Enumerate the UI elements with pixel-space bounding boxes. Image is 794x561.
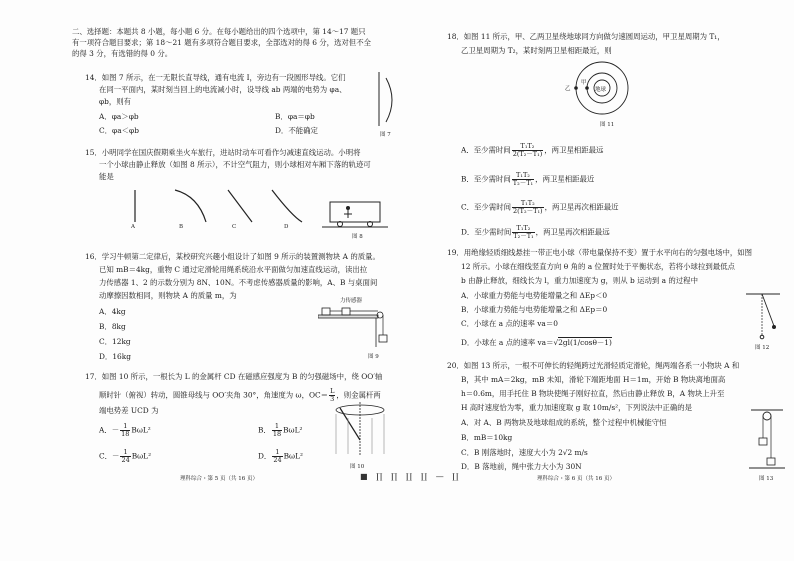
q18-option-a-denominator: 2(T₂－T₁) [512, 150, 543, 158]
q16-option-d: D．16kg [99, 352, 131, 361]
q14-stem-line3: φb，则有 [99, 97, 132, 106]
q17-option-a [99, 423, 151, 438]
figure-13-caption: 图 13 [759, 476, 774, 482]
q15-stem-line3: 能是 [99, 172, 114, 181]
q19-stem-line3: b 由静止释放，细线长为 l，重力加速度为 g，则从 b 运动到 a 的过程中 [461, 276, 698, 285]
q17-option-b-numerator: 1 [272, 423, 282, 431]
q14-stem-line1: 14．如图 7 所示，在一无限长直导线，通有电流 I，旁边有一段圆形导线。它们 [85, 73, 346, 82]
q17-option-d-numerator: 1 [272, 449, 282, 457]
q17-stem-line2-tail: ，则金属杆两 [336, 390, 381, 400]
q18-option-a-suffix: ，两卫星相距最远 [544, 145, 604, 155]
q16-option-a: A．4kg [99, 307, 126, 316]
q20-stem-line3: h＝0.6m，用手托住 B 物块使绳子刚好拉直，然后由静止释放 B，A 物块上升至 [461, 389, 725, 398]
q17-option-a-prefix: A．－ [99, 425, 120, 435]
figure-9-caption: 图 9 [368, 354, 379, 360]
q20-option-b: B．mB＝10kg [461, 433, 513, 442]
figure-10-rotating-rod [330, 400, 390, 460]
q17-option-b-denominator: 18 [272, 430, 282, 438]
figure-13-pulley-blocks [747, 408, 787, 472]
q17-option-c-denominator: 24 [121, 456, 130, 464]
q18-stem-line1: 18．如图 11 所示，甲、乙两卫星绕地球同方向做匀速圆周运动，甲卫星周期为 T₁， [447, 32, 725, 41]
q16-stem-line1: 16．学习牛顿第二定律后，某校研究兴趣小组设计了如图 9 所示的装置测物块 A 的质量。 [85, 252, 380, 261]
q15-label-b: B [179, 224, 184, 230]
q17-option-d-prefix: D． [258, 451, 272, 461]
q17-option-b [258, 423, 302, 438]
q17-option-b-expr: BωL² [283, 425, 303, 435]
q17-option-a-denominator: 18 [121, 430, 130, 438]
q15-stem-line1: 15．小明同学在国庆假期乘坐火车旅行，进站时动车可看作匀减速直线运动。小明将 [85, 148, 361, 157]
figure-9-sensor-label: 力传感器 [340, 298, 363, 304]
q17-option-d-fraction [272, 449, 282, 464]
q17-option-d-expr: BωL² [283, 451, 303, 461]
q18-stem-line2: 乙卫星周期为 T₂，某时刻两卫星相距最近，则 [461, 46, 612, 55]
figure-8-caption: 图 8 [352, 234, 363, 240]
q19-stem-line2: 12 所示。小球在细线竖直方向 θ 角的 a 位置时处于平衡状态，若将小球拉到最低点 [461, 262, 735, 271]
q17-option-c-expr: BωL² [131, 451, 152, 461]
q17-option-c [99, 449, 151, 464]
q16-stem-line2: 已知 mB＝4kg，重物 C 通过定滑轮用绳系统沿水平面做匀加速直线运动，读出拉 [99, 265, 368, 274]
q16-stem-line3: 力传感器 1、2 的示数分别为 8N、10N。不考虑传感器质量的影响，A、B 与桌面间 [99, 278, 378, 287]
section-instructions-line1: 二、选择题：本题共 8 小题，每小题 6 分。在每小题给出的四个选项中，第 14～17 题只 [72, 27, 366, 36]
q19-radicand: 2gl(1/cosθ－1) [558, 338, 612, 347]
q16-option-b: B．8kg [99, 322, 126, 331]
q17-option-b-prefix: B． [258, 425, 271, 435]
q17-option-a-numerator: 1 [120, 423, 130, 431]
figure-8-train-car [322, 196, 388, 230]
q18-option-d-denominator: T₂－T₁ [513, 232, 534, 240]
figure-11-caption: 图 11 [600, 122, 615, 128]
q18-option-c-suffix: ，两卫星再次相距最近 [544, 202, 619, 212]
figure-7-wire-arc [376, 70, 396, 130]
q20-stem-line2: B，其中 mA＝2kg，mB 未知，滑轮下端距地面 H＝1m，开始 B 物块离地面高 [461, 375, 726, 384]
q20-option-a: A．对 A、B 两物块及地球组成的系统，整个过程中机械能守恒 [461, 418, 667, 427]
q18-option-a-prefix: A．至少需时间 [461, 145, 511, 155]
q19-option-a: A．小球重力势能与电势能增量之和 ΔEp＜0 [461, 291, 608, 300]
q17-option-a-fraction [120, 423, 130, 438]
q18-option-d-prefix: D．至少需时间 [461, 227, 512, 237]
q19-sqrt-sign: √ [553, 338, 559, 347]
q14-option-b: B．φa＝φb [275, 112, 315, 121]
q18-option-a [461, 143, 603, 158]
q20-stem-line4: H 高时速度恰为零，重力加速度取 g 取 10m/s²，下列说法中正确的是 [461, 403, 692, 412]
q17-oc-numerator: L [330, 387, 335, 395]
q17-option-c-fraction [120, 449, 130, 464]
q19-option-c: C．小球在 a 点的速率 va＝0 [461, 319, 558, 328]
q14-option-c: C．φa＜φb [99, 126, 139, 135]
q17-option-c-prefix: C．－ [99, 451, 120, 461]
figure-9-pulley-setup [318, 303, 388, 349]
q19-stem-line1: 19．用绝缘轻质细线悬挂一带正电小球（带电量保持不变）置于水平向右的匀强电场中，如图 [447, 248, 753, 257]
q20-option-c: C．B 刚落地时，速度大小为 2√2 m/s [461, 448, 588, 457]
q18-option-d-suffix: ，两卫星再次相距最远 [535, 227, 610, 237]
q19-option-d [461, 338, 612, 347]
figure-12-caption: 图 12 [755, 345, 770, 351]
figure-11-label-jia: 甲 [581, 80, 587, 86]
q18-option-c-fraction [512, 200, 544, 215]
q18-option-b-fraction [512, 172, 534, 187]
q17-option-c-numerator: 1 [120, 449, 130, 457]
q18-option-b [461, 172, 594, 187]
q16-option-c: C．12kg [99, 337, 131, 346]
q14-stem-line2: 在同一平面内，某时刻当回上的电流减小时，设导线 ab 两端的电势为 φa、 [99, 85, 347, 94]
q16-stem-line4: 动摩擦因数相同，则物块 A 的质量 m，为 [99, 291, 237, 300]
q18-option-b-numerator: T₁T₂ [512, 172, 534, 180]
figure-12-pendulum [740, 292, 788, 342]
q18-option-c-numerator: T₁T₂ [512, 200, 544, 208]
q15-label-a: A [131, 224, 135, 230]
figure-11-label-yi: 乙 [565, 86, 571, 92]
figure-10-caption: 图 10 [350, 464, 365, 470]
figure-8-trajectory-options [120, 186, 320, 236]
section-instructions-line2: 有一项符合题目要求；第 18～21 题有多项符合题目要求，全部选对的得 6 分，选对但不全 [72, 38, 371, 47]
binding-gutter-marks: ■ ∏ ∏ ∐ ∐ — ∐ [360, 472, 462, 481]
q14-option-a: A．φa＞φb [99, 112, 139, 121]
q19-option-b: B．小球重力势能与电势能增量之和 ΔEp＝0 [461, 305, 608, 314]
q18-option-b-suffix: ，两卫星相距最近 [535, 174, 595, 184]
q15-label-c: C [232, 224, 237, 230]
figure-7-caption: 图 7 [380, 132, 391, 138]
right-page [397, 0, 794, 561]
q18-option-c-denominator: 2(T₂－T₁) [513, 207, 543, 215]
q18-option-b-denominator: T₂－T₁ [512, 179, 534, 187]
q17-option-d [258, 449, 303, 464]
q18-option-c [461, 200, 619, 215]
q20-option-d: D．B 落地前，绳中张力大小为 30N [461, 462, 582, 471]
right-page-footer: 理科综合・第 6 页（共 16 页） [537, 476, 615, 482]
q17-stem-line2-text: 顺时针（俯视）转动，圆锥母线与 OO′夹角 30°，角速度为 ω，OC＝ [99, 390, 329, 400]
q15-stem-line2: 一个小球由静止释放（如图 8 所示），不计空气阻力，则小球相对车厢下落的轨迹可 [99, 160, 371, 169]
q18-option-d-numerator: T₁T₂ [512, 225, 534, 233]
figure-11-earth-label: 地球 [595, 87, 607, 93]
q17-stem-line1: 17．如图 10 所示，一根长为 L 的金属杆 CD 在磁感应强度为 B 的匀强磁场中，绕 OO′轴 [85, 372, 383, 381]
q17-stem-line3: 端电势差 UCD 为 [99, 406, 159, 415]
q18-option-a-fraction [512, 143, 544, 158]
q17-option-b-fraction [272, 423, 282, 438]
left-page-footer: 理科综合・第 5 页（共 16 页） [180, 476, 258, 482]
q18-option-b-prefix: B．至少需时间 [461, 174, 511, 184]
q17-option-a-expr: BωL² [131, 425, 151, 435]
q18-option-d-fraction [512, 225, 534, 240]
q17-oc-denominator: 3 [330, 395, 335, 403]
section-instructions-line3: 的得 3 分，有选错的得 0 分。 [72, 49, 173, 58]
q15-label-d: D [284, 224, 289, 230]
q18-option-a-numerator: T₁T₂ [512, 143, 544, 151]
q17-option-d-denominator: 24 [273, 456, 282, 464]
q20-stem-line1: 20．如图 13 所示，一根不可伸长的轻绳跨过光滑轻质定滑轮，绳两端各系一小物块 A 和 [447, 361, 740, 370]
q18-option-d [461, 225, 610, 240]
q18-option-c-prefix: C．至少需时间 [461, 202, 511, 212]
q19-option-d-prefix: D．小球在 a 点的速率 va＝ [461, 338, 554, 347]
q14-option-d: D．不能确定 [275, 126, 318, 135]
